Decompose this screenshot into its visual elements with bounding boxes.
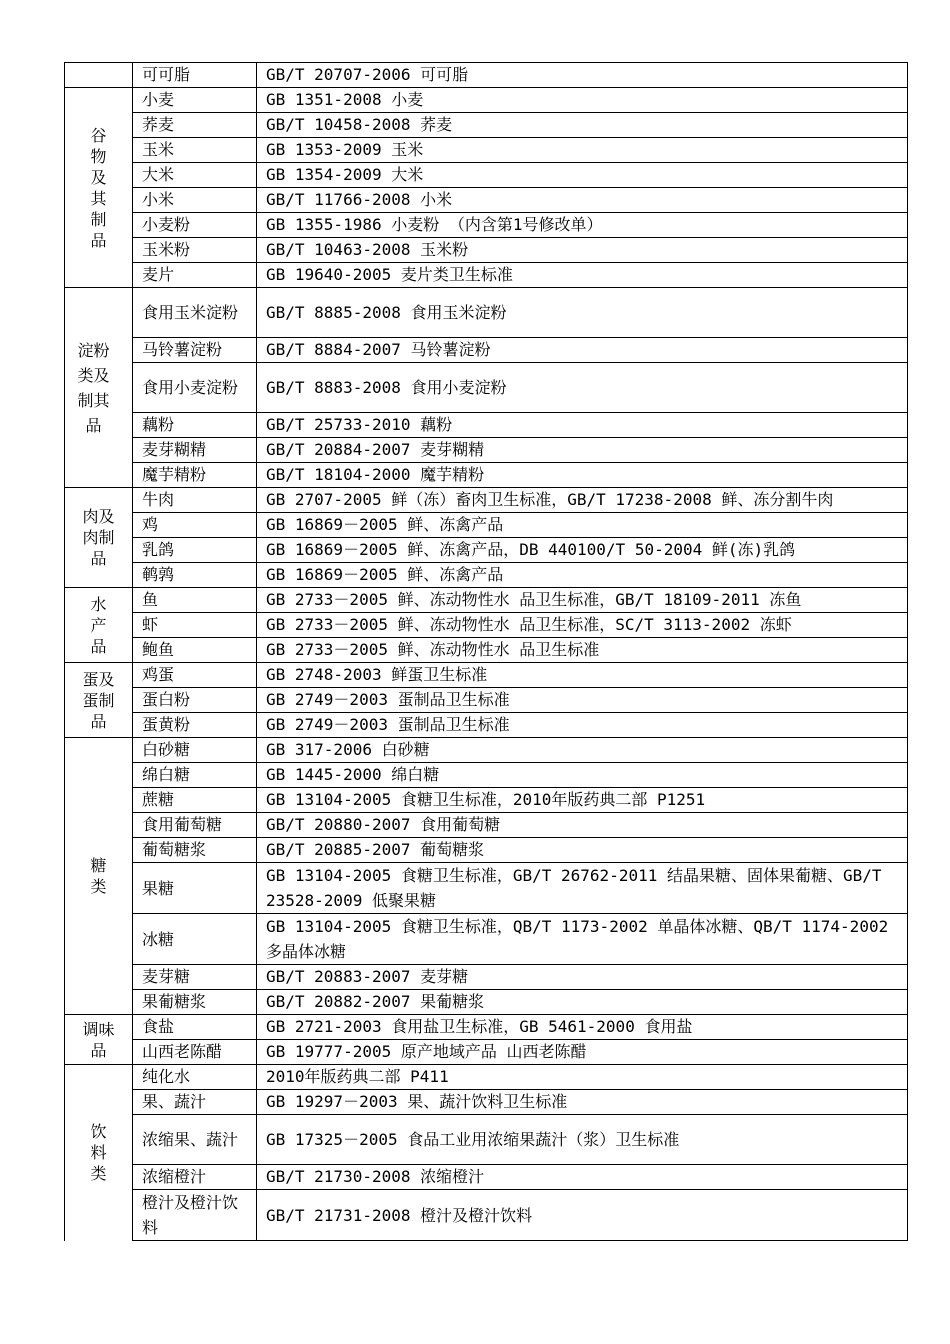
category-cell: [65, 488, 133, 588]
category-label: 蛋及 蛋制 品: [82, 669, 115, 731]
product-name-cell: 小麦粉: [133, 213, 257, 238]
table-row: [65, 363, 908, 413]
product-name-cell: 山西老陈醋: [133, 1040, 257, 1065]
standard-cell: GB 16869－2005 鲜、冻禽产品: [257, 563, 908, 588]
table-row: [65, 1015, 908, 1040]
standard-cell: GB/T 20883-2007 麦芽糖: [257, 965, 908, 990]
standard-cell: GB 2748-2003 鲜蛋卫生标准: [257, 663, 908, 688]
standard-cell: GB/T 8884-2007 马铃薯淀粉: [257, 338, 908, 363]
table-row: [65, 813, 908, 838]
standard-cell: GB 1354-2009 大米: [257, 163, 908, 188]
product-name-cell: 葡萄糖浆: [133, 838, 257, 863]
table-row: [65, 238, 908, 263]
standard-cell: GB/T 11766-2008 小米: [257, 188, 908, 213]
product-name-cell: 可可脂: [133, 63, 257, 88]
table-row: [65, 263, 908, 288]
standard-cell: GB 13104-2005 食糖卫生标准，GB/T 26762-2011 结晶果糖、固体果葡糖、GB/T 23528-2009 低聚果糖: [257, 863, 908, 914]
product-name-cell: 大米: [133, 163, 257, 188]
table-row: [65, 1090, 908, 1115]
table-row: [65, 863, 908, 914]
category-label: 淀粉 类及 制其 品: [77, 340, 110, 435]
product-name-cell: 玉米粉: [133, 238, 257, 263]
table-row: [65, 1115, 908, 1165]
standard-cell: GB/T 21731-2008 橙汁及橙汁饮料: [257, 1190, 908, 1241]
category-cell: [65, 63, 133, 88]
standard-cell: GB 2733－2005 鲜、冻动物性水 品卫生标准: [257, 638, 908, 663]
product-name-cell: 鱼: [133, 588, 257, 613]
product-name-cell: 鹌鹑: [133, 563, 257, 588]
category-cell: [65, 1065, 133, 1241]
standard-cell: GB/T 20882-2007 果葡糖浆: [257, 990, 908, 1015]
standard-cell: GB/T 21730-2008 浓缩橙汁: [257, 1165, 908, 1190]
table-row: [65, 688, 908, 713]
category-label: 糖 类: [90, 856, 107, 896]
table-row: [65, 513, 908, 538]
product-name-cell: 麦芽糊精: [133, 438, 257, 463]
standard-cell: GB/T 25733-2010 藕粉: [257, 413, 908, 438]
table-row: [65, 88, 908, 113]
standard-cell: GB/T 18104-2000 魔芋精粉: [257, 463, 908, 488]
product-name-cell: 马铃薯淀粉: [133, 338, 257, 363]
category-cell: [65, 588, 133, 663]
standard-cell: 2010年版药典二部 P411: [257, 1065, 908, 1090]
standard-cell: GB/T 8883-2008 食用小麦淀粉: [257, 363, 908, 413]
standard-cell: GB/T 10458-2008 荞麦: [257, 113, 908, 138]
table-body: [65, 63, 908, 1241]
table-row: [65, 1040, 908, 1065]
standard-cell: GB 2707-2005 鲜（冻）畜肉卫生标准，GB/T 17238-2008 鲜、冻分割牛肉: [257, 488, 908, 513]
standard-cell: GB/T 20880-2007 食用葡萄糖: [257, 813, 908, 838]
product-name-cell: 乳鸽: [133, 538, 257, 563]
standard-cell: GB 13104-2005 食糖卫生标准，2010年版药典二部 P1251: [257, 788, 908, 813]
category-label: 调味 品: [82, 1019, 115, 1060]
category-label: 水 产 品: [90, 594, 107, 656]
standard-cell: GB 19297－2003 果、蔬汁饮料卫生标准: [257, 1090, 908, 1115]
product-name-cell: 蔗糖: [133, 788, 257, 813]
table-row: [65, 188, 908, 213]
table-row: [65, 588, 908, 613]
product-name-cell: 蛋黄粉: [133, 713, 257, 738]
table-row: [65, 113, 908, 138]
standard-cell: GB/T 10463-2008 玉米粉: [257, 238, 908, 263]
food-standards-table: [64, 62, 908, 1241]
standard-cell: GB 2733－2005 鲜、冻动物性水 品卫生标准，GB/T 18109-2011 冻鱼: [257, 588, 908, 613]
product-name-cell: 魔芋精粉: [133, 463, 257, 488]
product-name-cell: 玉米: [133, 138, 257, 163]
product-name-cell: 纯化水: [133, 1065, 257, 1090]
standard-cell: GB 19640-2005 麦片类卫生标准: [257, 263, 908, 288]
product-name-cell: 绵白糖: [133, 763, 257, 788]
product-name-cell: 浓缩果、蔬汁: [133, 1115, 257, 1165]
category-cell: [65, 88, 133, 288]
table-row: [65, 990, 908, 1015]
table-row: [65, 738, 908, 763]
table-row: [65, 1190, 908, 1241]
standard-cell: GB 19777-2005 原产地域产品 山西老陈醋: [257, 1040, 908, 1065]
table-row: [65, 213, 908, 238]
product-name-cell: 白砂糖: [133, 738, 257, 763]
table-row: [65, 613, 908, 638]
product-name-cell: 橙汁及橙汁饮料: [133, 1190, 257, 1241]
product-name-cell: 食盐: [133, 1015, 257, 1040]
table-row: [65, 288, 908, 338]
product-name-cell: 鲍鱼: [133, 638, 257, 663]
standard-cell: GB/T 20884-2007 麦芽糊精: [257, 438, 908, 463]
standard-cell: GB 317-2006 白砂糖: [257, 738, 908, 763]
product-name-cell: 牛肉: [133, 488, 257, 513]
category-cell: [65, 1015, 133, 1065]
category-cell: [65, 738, 133, 1015]
product-name-cell: 浓缩橙汁: [133, 1165, 257, 1190]
standard-cell: GB 1355-1986 小麦粉 （内含第1号修改单）: [257, 213, 908, 238]
standard-cell: GB/T 8885-2008 食用玉米淀粉: [257, 288, 908, 338]
table-row: [65, 563, 908, 588]
table-row: [65, 1165, 908, 1190]
product-name-cell: 果葡糖浆: [133, 990, 257, 1015]
standard-cell: GB 17325－2005 食品工业用浓缩果蔬汁（浆）卫生标准: [257, 1115, 908, 1165]
category-label: 肉及 肉制 品: [82, 507, 115, 568]
product-name-cell: 鸡: [133, 513, 257, 538]
table-row: [65, 663, 908, 688]
standard-cell: GB 2721-2003 食用盐卫生标准，GB 5461-2000 食用盐: [257, 1015, 908, 1040]
standard-cell: GB 16869－2005 鲜、冻禽产品，DB 440100/T 50-2004 鲜(冻)乳鸽: [257, 538, 908, 563]
table-row: [65, 638, 908, 663]
product-name-cell: 冰糖: [133, 914, 257, 965]
table-row: [65, 965, 908, 990]
table-row: [65, 63, 908, 88]
table-row: [65, 488, 908, 513]
standard-cell: GB/T 20707-2006 可可脂: [257, 63, 908, 88]
standard-cell: GB 2733－2005 鲜、冻动物性水 品卫生标准，SC/T 3113-2002 冻虾: [257, 613, 908, 638]
product-name-cell: 食用葡萄糖: [133, 813, 257, 838]
category-cell: [65, 288, 133, 488]
standard-cell: GB/T 20885-2007 葡萄糖浆: [257, 838, 908, 863]
product-name-cell: 蛋白粉: [133, 688, 257, 713]
product-name-cell: 虾: [133, 613, 257, 638]
product-name-cell: 食用小麦淀粉: [133, 363, 257, 413]
product-name-cell: 果糖: [133, 863, 257, 914]
table-row: [65, 713, 908, 738]
product-name-cell: 鸡蛋: [133, 663, 257, 688]
product-name-cell: 小麦: [133, 88, 257, 113]
table-row: [65, 838, 908, 863]
product-name-cell: 麦片: [133, 263, 257, 288]
category-cell: [65, 663, 133, 738]
standard-cell: GB 16869－2005 鲜、冻禽产品: [257, 513, 908, 538]
table-row: [65, 138, 908, 163]
table-row: [65, 914, 908, 965]
product-name-cell: 藕粉: [133, 413, 257, 438]
table-row: [65, 788, 908, 813]
product-name-cell: 果、蔬汁: [133, 1090, 257, 1115]
product-name-cell: 食用玉米淀粉: [133, 288, 257, 338]
standard-cell: GB 1353-2009 玉米: [257, 138, 908, 163]
product-name-cell: 荞麦: [133, 113, 257, 138]
category-label: 饮 料 类: [90, 1122, 107, 1184]
product-name-cell: 小米: [133, 188, 257, 213]
table-row: [65, 1065, 908, 1090]
standard-cell: GB 13104-2005 食糖卫生标准，QB/T 1173-2002 单晶体冰糖、QB/T 1174-2002 多晶体冰糖: [257, 914, 908, 965]
table-row: [65, 538, 908, 563]
table-row: [65, 163, 908, 188]
table-row: [65, 463, 908, 488]
product-name-cell: 麦芽糖: [133, 965, 257, 990]
table-row: [65, 763, 908, 788]
standard-cell: GB 2749－2003 蛋制品卫生标准: [257, 688, 908, 713]
category-label: 谷 物 及 其 制 品: [90, 125, 107, 250]
standard-cell: GB 2749－2003 蛋制品卫生标准: [257, 713, 908, 738]
table-row: [65, 413, 908, 438]
standard-cell: GB 1351-2008 小麦: [257, 88, 908, 113]
standard-cell: GB 1445-2000 绵白糖: [257, 763, 908, 788]
table-row: [65, 338, 908, 363]
table-row: [65, 438, 908, 463]
